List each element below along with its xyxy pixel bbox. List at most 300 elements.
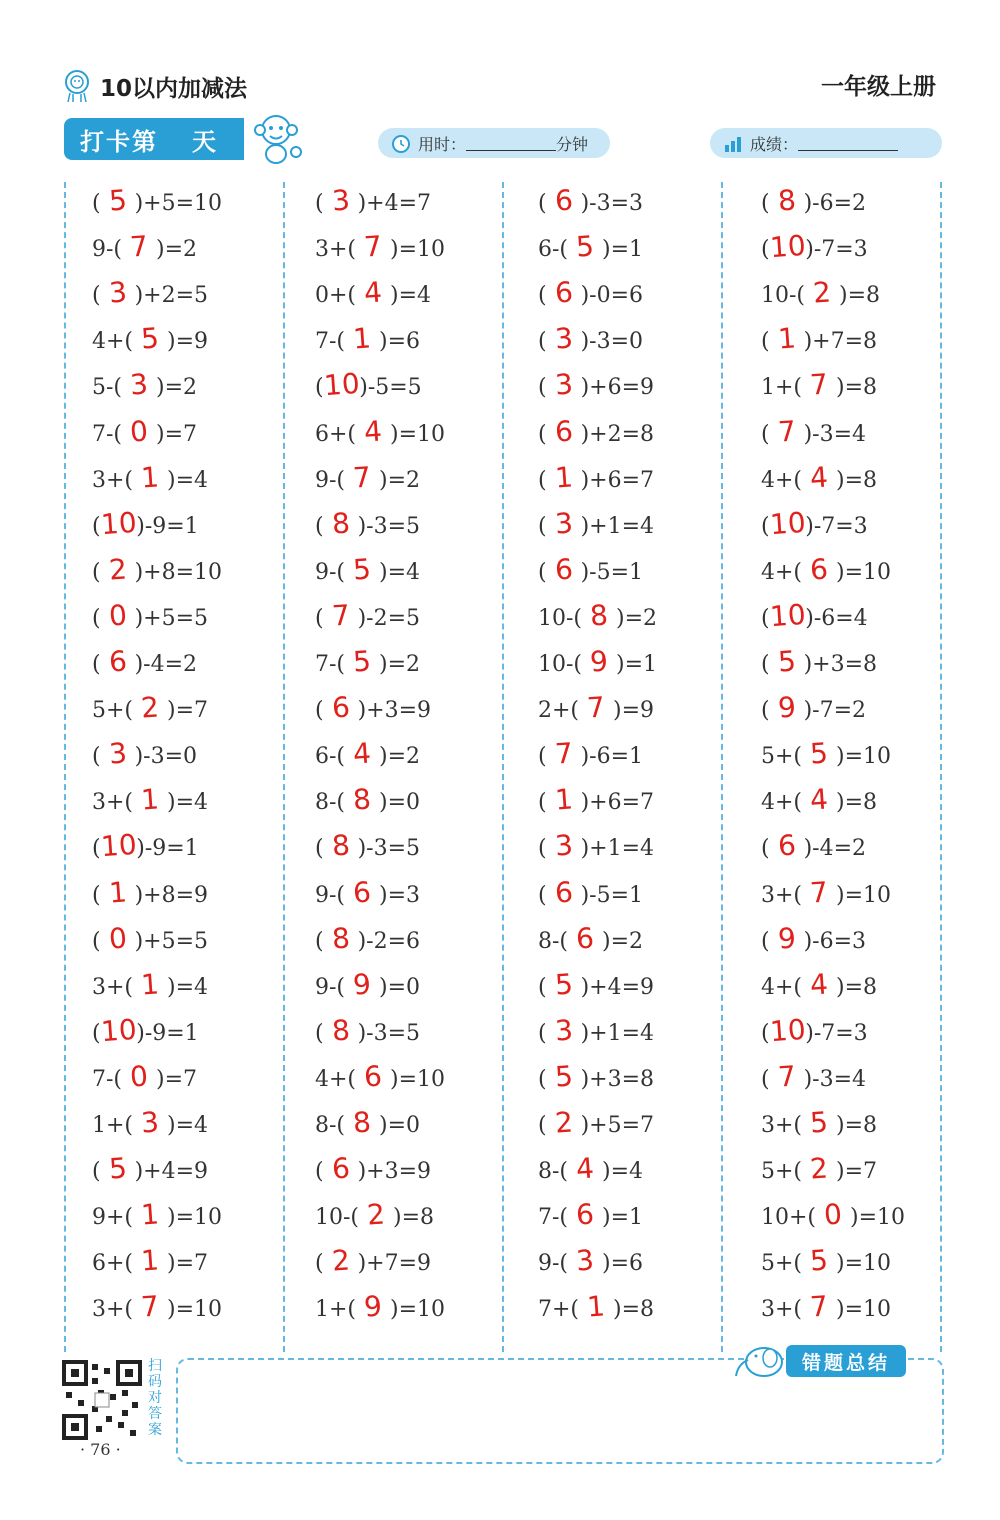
handwritten-answer[interactable]: 7 bbox=[808, 367, 830, 402]
problem-suffix: )+8=10 bbox=[134, 559, 223, 585]
handwritten-answer[interactable]: 2 bbox=[811, 275, 833, 310]
problem-item bbox=[315, 1146, 431, 1192]
problem-suffix: )-3=5 bbox=[357, 513, 421, 539]
problem-prefix: ( bbox=[92, 1020, 101, 1046]
handwritten-answer[interactable]: 8 bbox=[351, 782, 373, 817]
handwritten-answer[interactable]: 8 bbox=[351, 1105, 373, 1140]
handwritten-answer[interactable]: 5 bbox=[553, 1059, 574, 1094]
problem-item bbox=[315, 1008, 420, 1054]
problem-prefix: 10-( bbox=[761, 283, 806, 309]
handwritten-answer[interactable]: 5 bbox=[107, 183, 128, 218]
column-divider bbox=[502, 182, 504, 1352]
handwritten-answer[interactable]: 3 bbox=[139, 1105, 161, 1140]
problem-item bbox=[92, 501, 199, 547]
handwritten-answer[interactable]: 5 bbox=[553, 967, 574, 1002]
problem-suffix: )=2 bbox=[616, 605, 658, 631]
problem-item bbox=[315, 731, 420, 777]
page-number: · 76 · bbox=[80, 1440, 121, 1459]
handwritten-answer[interactable]: 2 bbox=[553, 1105, 574, 1140]
column-divider bbox=[64, 182, 66, 1352]
problem-suffix: )=10 bbox=[836, 1251, 892, 1277]
handwritten-answer[interactable]: 10 bbox=[99, 1012, 138, 1049]
handwritten-answer[interactable]: 10 bbox=[768, 1012, 807, 1049]
problem-item bbox=[92, 316, 208, 362]
problem-item bbox=[538, 1284, 654, 1330]
handwritten-answer[interactable]: 8 bbox=[776, 183, 797, 218]
problem-prefix: ( bbox=[92, 836, 101, 862]
handwritten-answer[interactable]: 8 bbox=[330, 828, 351, 863]
handwritten-answer[interactable]: 1 bbox=[553, 460, 574, 495]
problem-suffix: )=4 bbox=[167, 467, 209, 493]
problem-item bbox=[315, 316, 420, 362]
handwritten-answer[interactable]: 6 bbox=[553, 552, 574, 587]
problem-item bbox=[761, 1054, 866, 1100]
handwritten-answer[interactable]: 4 bbox=[362, 275, 384, 310]
problem-prefix: 1+( bbox=[761, 375, 803, 401]
handwritten-answer[interactable]: 3 bbox=[553, 828, 574, 863]
problem-item bbox=[315, 224, 445, 270]
handwritten-answer[interactable]: 3 bbox=[553, 367, 574, 402]
handwritten-answer[interactable]: 0 bbox=[107, 921, 128, 956]
problem-prefix: 7-( bbox=[315, 329, 346, 355]
problem-suffix: )-3=5 bbox=[357, 836, 421, 862]
problem-prefix: ( bbox=[538, 882, 547, 908]
scan-caption: 扫码对答案 bbox=[148, 1358, 162, 1438]
handwritten-answer[interactable]: 5 bbox=[808, 736, 830, 771]
problem-suffix: )+6=9 bbox=[580, 375, 655, 401]
problem-item bbox=[761, 685, 866, 731]
problem-item bbox=[315, 639, 420, 685]
problem-prefix: 3+( bbox=[761, 1113, 803, 1138]
handwritten-answer[interactable]: 9 bbox=[362, 1289, 384, 1324]
problem-item bbox=[92, 224, 197, 270]
problem-prefix: ( bbox=[538, 559, 547, 585]
handwritten-answer[interactable]: 4 bbox=[351, 736, 373, 771]
problem-item bbox=[761, 1008, 868, 1054]
problem-item bbox=[92, 362, 197, 408]
handwritten-answer[interactable]: 5 bbox=[808, 1105, 830, 1140]
handwritten-answer[interactable]: 5 bbox=[139, 321, 161, 356]
problem-prefix: ( bbox=[315, 928, 324, 954]
handwritten-answer[interactable]: 0 bbox=[128, 1059, 150, 1094]
handwritten-answer[interactable]: 1 bbox=[776, 321, 797, 356]
problem-prefix: 6+( bbox=[92, 1251, 134, 1277]
handwritten-answer[interactable]: 6 bbox=[553, 413, 574, 449]
problem-prefix: ( bbox=[92, 882, 101, 908]
problem-prefix: ( bbox=[538, 329, 547, 355]
problem-prefix: 6-( bbox=[315, 744, 346, 770]
problem-prefix: ( bbox=[315, 375, 324, 401]
handwritten-answer[interactable]: 6 bbox=[107, 644, 128, 679]
problem-suffix: )-9=1 bbox=[136, 513, 199, 539]
problem-prefix: 9-( bbox=[315, 974, 346, 1000]
score-field bbox=[710, 128, 942, 158]
lion-mascot-icon bbox=[62, 69, 92, 103]
problem-suffix: )=10 bbox=[850, 1205, 906, 1231]
problem-suffix: )=10 bbox=[390, 1066, 446, 1092]
problem-prefix: 1+( bbox=[315, 1297, 357, 1323]
problem-prefix: ( bbox=[538, 744, 547, 770]
problem-prefix: ( bbox=[315, 698, 324, 724]
handwritten-answer[interactable]: 9 bbox=[351, 967, 373, 1002]
problem-suffix: )-6=4 bbox=[805, 605, 868, 631]
problem-suffix: )=0 bbox=[379, 1113, 421, 1138]
problem-prefix: ( bbox=[761, 928, 770, 954]
problem-suffix: )-6=2 bbox=[803, 191, 867, 216]
problem-suffix: )-7=3 bbox=[805, 237, 868, 263]
handwritten-answer[interactable]: 6 bbox=[553, 183, 574, 218]
time-label: 用时： bbox=[418, 134, 467, 154]
column-divider bbox=[283, 182, 285, 1352]
problem-prefix: ( bbox=[761, 652, 770, 677]
problem-suffix: )+5=10 bbox=[134, 191, 223, 216]
handwritten-answer[interactable]: 6 bbox=[553, 874, 574, 910]
handwritten-answer[interactable]: 8 bbox=[330, 506, 351, 541]
problem-item bbox=[92, 1054, 197, 1100]
problem-prefix: ( bbox=[538, 375, 547, 401]
handwritten-answer[interactable]: 6 bbox=[362, 1059, 384, 1094]
problem-suffix: )+4=9 bbox=[134, 1159, 209, 1185]
problem-item bbox=[315, 178, 431, 224]
problem-prefix: 4+( bbox=[315, 1066, 357, 1092]
problem-suffix: )=8 bbox=[839, 283, 881, 309]
handwritten-answer[interactable]: 4 bbox=[362, 413, 384, 449]
handwritten-answer[interactable]: 2 bbox=[107, 552, 128, 587]
problem-prefix: 4+( bbox=[761, 974, 803, 1000]
problem-prefix: 9-( bbox=[315, 559, 346, 585]
problem-item bbox=[92, 1008, 199, 1054]
problem-suffix: )=2 bbox=[156, 237, 198, 263]
handwritten-answer[interactable]: 1 bbox=[107, 874, 128, 910]
problem-suffix: )-5=1 bbox=[580, 559, 644, 585]
problem-item bbox=[538, 224, 643, 270]
handwritten-answer[interactable]: 6 bbox=[574, 921, 596, 956]
problem-prefix: ( bbox=[538, 1066, 547, 1092]
problem-suffix: )+7=8 bbox=[803, 329, 878, 355]
handwritten-answer[interactable]: 6 bbox=[330, 690, 351, 725]
problem-suffix: )=2 bbox=[379, 652, 421, 677]
problem-prefix: 5+( bbox=[761, 744, 803, 770]
elephant-mascot-icon bbox=[730, 1340, 788, 1382]
problem-item bbox=[315, 777, 420, 823]
problem-item bbox=[761, 316, 877, 362]
problem-prefix: ( bbox=[92, 605, 101, 631]
problem-item bbox=[92, 731, 197, 777]
handwritten-answer[interactable]: 3 bbox=[553, 321, 574, 356]
problem-suffix: )-6=3 bbox=[803, 928, 867, 954]
handwritten-answer[interactable]: 6 bbox=[330, 1151, 351, 1186]
problem-item bbox=[761, 1238, 891, 1284]
qr-code-icon[interactable] bbox=[62, 1360, 142, 1440]
problem-prefix: 1+( bbox=[92, 1113, 134, 1138]
handwritten-answer[interactable]: 5 bbox=[351, 644, 373, 679]
problem-suffix: )=7 bbox=[836, 1159, 878, 1185]
problem-suffix: )-7=2 bbox=[803, 698, 867, 724]
problem-suffix: )+5=7 bbox=[580, 1113, 655, 1138]
handwritten-answer[interactable]: 1 bbox=[553, 782, 574, 817]
problem-item bbox=[538, 547, 643, 593]
handwritten-answer[interactable]: 2 bbox=[330, 1243, 351, 1278]
handwritten-answer[interactable]: 2 bbox=[365, 1197, 387, 1232]
score-label: 成绩： bbox=[750, 134, 799, 154]
column-divider bbox=[721, 182, 723, 1352]
handwritten-answer[interactable]: 3 bbox=[330, 183, 351, 218]
problem-item bbox=[92, 777, 208, 823]
problem-suffix: )=8 bbox=[836, 974, 878, 1000]
problem-prefix: 10-( bbox=[315, 1205, 360, 1231]
handwritten-answer[interactable]: 3 bbox=[128, 367, 150, 402]
problem-suffix: )=10 bbox=[390, 421, 446, 447]
problem-prefix: 4+( bbox=[761, 790, 803, 816]
problem-item bbox=[315, 455, 420, 501]
problem-item bbox=[538, 178, 643, 224]
handwritten-answer[interactable]: 10 bbox=[768, 228, 807, 265]
handwritten-answer[interactable]: 2 bbox=[808, 1151, 830, 1186]
handwritten-answer[interactable]: 1 bbox=[139, 1197, 161, 1232]
handwritten-answer[interactable]: 7 bbox=[808, 874, 830, 910]
handwritten-answer[interactable]: 6 bbox=[776, 828, 797, 863]
handwritten-answer[interactable]: 7 bbox=[330, 598, 351, 633]
handwritten-answer[interactable]: 4 bbox=[574, 1151, 596, 1186]
problem-item bbox=[761, 270, 880, 316]
handwritten-answer[interactable]: 5 bbox=[107, 1151, 128, 1186]
handwritten-answer[interactable]: 10 bbox=[322, 367, 361, 403]
problem-prefix: 7-( bbox=[315, 652, 346, 677]
handwritten-answer[interactable]: 4 bbox=[808, 782, 830, 817]
problem-prefix: ( bbox=[538, 974, 547, 1000]
problem-prefix: 8-( bbox=[315, 1113, 346, 1138]
time-blank[interactable] bbox=[466, 136, 556, 151]
banner-label-day-suffix: 天 bbox=[192, 127, 216, 156]
problem-item bbox=[92, 1284, 222, 1330]
handwritten-answer[interactable]: 9 bbox=[776, 921, 797, 956]
problem-suffix: )=2 bbox=[156, 375, 198, 401]
problem-item bbox=[315, 409, 445, 455]
problem-item bbox=[761, 593, 868, 639]
problem-suffix: )=0 bbox=[379, 790, 421, 816]
problem-item bbox=[315, 1100, 420, 1146]
handwritten-answer[interactable]: 3 bbox=[574, 1243, 596, 1278]
problem-suffix: )=1 bbox=[602, 237, 644, 263]
problem-prefix: 7-( bbox=[92, 1066, 123, 1092]
handwritten-answer[interactable]: 10 bbox=[768, 505, 807, 541]
problem-prefix: 4+( bbox=[92, 329, 134, 355]
problem-prefix: ( bbox=[92, 928, 101, 954]
handwritten-answer[interactable]: 7 bbox=[553, 736, 574, 771]
problem-suffix: )+3=9 bbox=[357, 698, 432, 724]
problem-suffix: )+2=8 bbox=[580, 421, 655, 447]
problem-suffix: )=1 bbox=[602, 1205, 644, 1231]
problem-prefix: 0+( bbox=[315, 283, 357, 309]
problem-item bbox=[538, 777, 654, 823]
problem-item bbox=[92, 178, 222, 224]
problem-prefix: ( bbox=[92, 652, 101, 677]
problem-prefix: 6-( bbox=[538, 237, 569, 263]
problem-item bbox=[761, 547, 891, 593]
handwritten-answer[interactable]: 7 bbox=[808, 1289, 830, 1324]
problem-item bbox=[315, 1192, 434, 1238]
handwritten-answer[interactable]: 7 bbox=[776, 413, 797, 449]
problem-suffix: )-6=1 bbox=[580, 744, 644, 770]
problem-prefix: 9-( bbox=[315, 467, 346, 493]
handwritten-answer[interactable]: 7 bbox=[351, 460, 373, 495]
problem-item bbox=[761, 962, 877, 1008]
handwritten-answer[interactable]: 9 bbox=[588, 644, 610, 679]
problem-prefix: 8-( bbox=[538, 1159, 569, 1185]
problem-item bbox=[315, 270, 431, 316]
problem-item bbox=[92, 962, 208, 1008]
problem-item bbox=[761, 777, 877, 823]
handwritten-answer[interactable]: 5 bbox=[808, 1243, 830, 1278]
problem-suffix: )=4 bbox=[167, 1113, 209, 1138]
handwritten-answer[interactable]: 1 bbox=[585, 1289, 607, 1324]
problem-prefix: ( bbox=[315, 605, 324, 631]
handwritten-answer[interactable]: 7 bbox=[128, 229, 150, 264]
handwritten-answer[interactable]: 10 bbox=[768, 597, 807, 634]
handwritten-answer[interactable]: 0 bbox=[128, 413, 150, 449]
handwritten-answer[interactable]: 1 bbox=[139, 782, 161, 817]
problem-item bbox=[538, 1192, 643, 1238]
problem-prefix: 8-( bbox=[538, 928, 569, 954]
problem-suffix: )+6=7 bbox=[580, 790, 655, 816]
problem-prefix: ( bbox=[538, 1020, 547, 1046]
problem-item bbox=[92, 685, 208, 731]
handwritten-answer[interactable]: 0 bbox=[822, 1197, 844, 1232]
handwritten-answer[interactable]: 8 bbox=[330, 1013, 351, 1048]
problem-item bbox=[538, 731, 643, 777]
problem-item bbox=[761, 1100, 877, 1146]
handwritten-answer[interactable]: 3 bbox=[553, 1013, 574, 1048]
handwritten-answer[interactable]: 1 bbox=[351, 321, 373, 356]
problem-item bbox=[92, 409, 197, 455]
handwritten-answer[interactable]: 6 bbox=[808, 552, 830, 587]
handwritten-answer[interactable]: 2 bbox=[139, 690, 161, 725]
problem-suffix: )=7 bbox=[167, 1251, 209, 1277]
handwritten-answer[interactable]: 4 bbox=[808, 967, 830, 1002]
problem-prefix: ( bbox=[761, 329, 770, 355]
handwritten-answer[interactable]: 7 bbox=[776, 1059, 797, 1094]
problem-item bbox=[92, 639, 197, 685]
problem-suffix: )+3=9 bbox=[357, 1159, 432, 1185]
problem-item bbox=[761, 823, 866, 869]
problem-item bbox=[761, 409, 866, 455]
handwritten-answer[interactable]: 7 bbox=[585, 690, 607, 725]
handwritten-answer[interactable]: 1 bbox=[139, 967, 161, 1002]
problem-suffix: )=10 bbox=[167, 1205, 223, 1231]
problem-item bbox=[92, 1192, 222, 1238]
problem-suffix: )-4=2 bbox=[803, 836, 867, 862]
problem-suffix: )=4 bbox=[390, 283, 432, 309]
handwritten-answer[interactable]: 9 bbox=[776, 690, 797, 725]
handwritten-answer[interactable]: 1 bbox=[139, 460, 161, 495]
handwritten-answer[interactable]: 6 bbox=[553, 275, 574, 310]
problem-item bbox=[538, 823, 654, 869]
problem-prefix: ( bbox=[538, 421, 547, 447]
problem-suffix: )=8 bbox=[836, 467, 878, 493]
handwritten-answer[interactable]: 5 bbox=[351, 552, 373, 587]
problem-prefix: 3+( bbox=[761, 882, 803, 908]
handwritten-answer[interactable]: 3 bbox=[553, 506, 574, 541]
problem-suffix: )=0 bbox=[379, 974, 421, 1000]
problem-prefix: 5+( bbox=[761, 1159, 803, 1185]
problem-item bbox=[761, 501, 868, 547]
handwritten-answer[interactable]: 10 bbox=[99, 505, 138, 541]
problem-item bbox=[92, 1238, 208, 1284]
problem-prefix: ( bbox=[92, 1159, 101, 1185]
problem-item bbox=[538, 1054, 654, 1100]
problem-prefix: ( bbox=[315, 1251, 324, 1277]
problem-suffix: )-3=5 bbox=[357, 1020, 421, 1046]
problem-item bbox=[538, 962, 654, 1008]
problem-suffix: )-3=0 bbox=[580, 329, 644, 355]
problem-item bbox=[761, 870, 891, 916]
problem-item bbox=[315, 962, 420, 1008]
problem-suffix: )+4=9 bbox=[580, 974, 655, 1000]
problem-suffix: )=7 bbox=[156, 421, 198, 447]
handwritten-answer[interactable]: 10 bbox=[99, 828, 138, 864]
problem-item bbox=[315, 362, 422, 408]
handwritten-answer[interactable]: 3 bbox=[107, 275, 128, 310]
problem-prefix: 7-( bbox=[538, 1205, 569, 1231]
problem-suffix: )-9=1 bbox=[136, 1020, 199, 1046]
handwritten-answer[interactable]: 8 bbox=[588, 598, 610, 633]
handwritten-answer[interactable]: 6 bbox=[351, 874, 373, 910]
problem-suffix: )=8 bbox=[393, 1205, 435, 1231]
problem-item bbox=[538, 362, 654, 408]
problem-item bbox=[92, 270, 208, 316]
problem-prefix: 7+( bbox=[538, 1297, 580, 1323]
problem-item bbox=[315, 1284, 445, 1330]
problem-prefix: ( bbox=[538, 836, 547, 862]
handwritten-answer[interactable]: 4 bbox=[808, 460, 830, 495]
handwritten-answer[interactable]: 7 bbox=[139, 1289, 161, 1324]
problem-prefix: 3+( bbox=[92, 974, 134, 1000]
handwritten-answer[interactable]: 7 bbox=[362, 229, 384, 264]
problem-suffix: )+6=7 bbox=[580, 467, 655, 493]
handwritten-answer[interactable]: 8 bbox=[330, 921, 351, 956]
handwritten-answer[interactable]: 5 bbox=[574, 229, 596, 264]
score-blank[interactable] bbox=[798, 136, 898, 151]
problem-suffix: )=9 bbox=[167, 329, 209, 355]
problem-suffix: )-4=2 bbox=[134, 652, 198, 677]
handwritten-answer[interactable]: 3 bbox=[107, 736, 128, 771]
problem-item bbox=[92, 455, 208, 501]
problem-suffix: )=8 bbox=[836, 1113, 878, 1138]
problem-suffix: )+1=4 bbox=[580, 513, 655, 539]
problem-item bbox=[538, 685, 654, 731]
problem-suffix: )+2=5 bbox=[134, 283, 209, 309]
problem-prefix: ( bbox=[761, 1066, 770, 1092]
handwritten-answer[interactable]: 5 bbox=[776, 644, 797, 679]
problem-item bbox=[315, 870, 420, 916]
handwritten-answer[interactable]: 0 bbox=[107, 598, 128, 633]
problem-suffix: )-2=5 bbox=[357, 605, 421, 631]
problem-item bbox=[92, 870, 208, 916]
problem-prefix: 3+( bbox=[92, 1297, 134, 1323]
handwritten-answer[interactable]: 1 bbox=[139, 1243, 161, 1278]
problem-suffix: )=7 bbox=[156, 1066, 198, 1092]
problem-prefix: ( bbox=[315, 1159, 324, 1185]
problem-item bbox=[315, 1054, 445, 1100]
problem-item bbox=[315, 685, 431, 731]
problem-item bbox=[761, 455, 877, 501]
handwritten-answer[interactable]: 6 bbox=[574, 1197, 596, 1232]
problem-suffix: )-7=3 bbox=[805, 513, 868, 539]
problem-suffix: )-7=3 bbox=[805, 1020, 868, 1046]
problem-item bbox=[538, 639, 657, 685]
problem-suffix: )=2 bbox=[602, 928, 644, 954]
problem-prefix: 9-( bbox=[92, 237, 123, 263]
